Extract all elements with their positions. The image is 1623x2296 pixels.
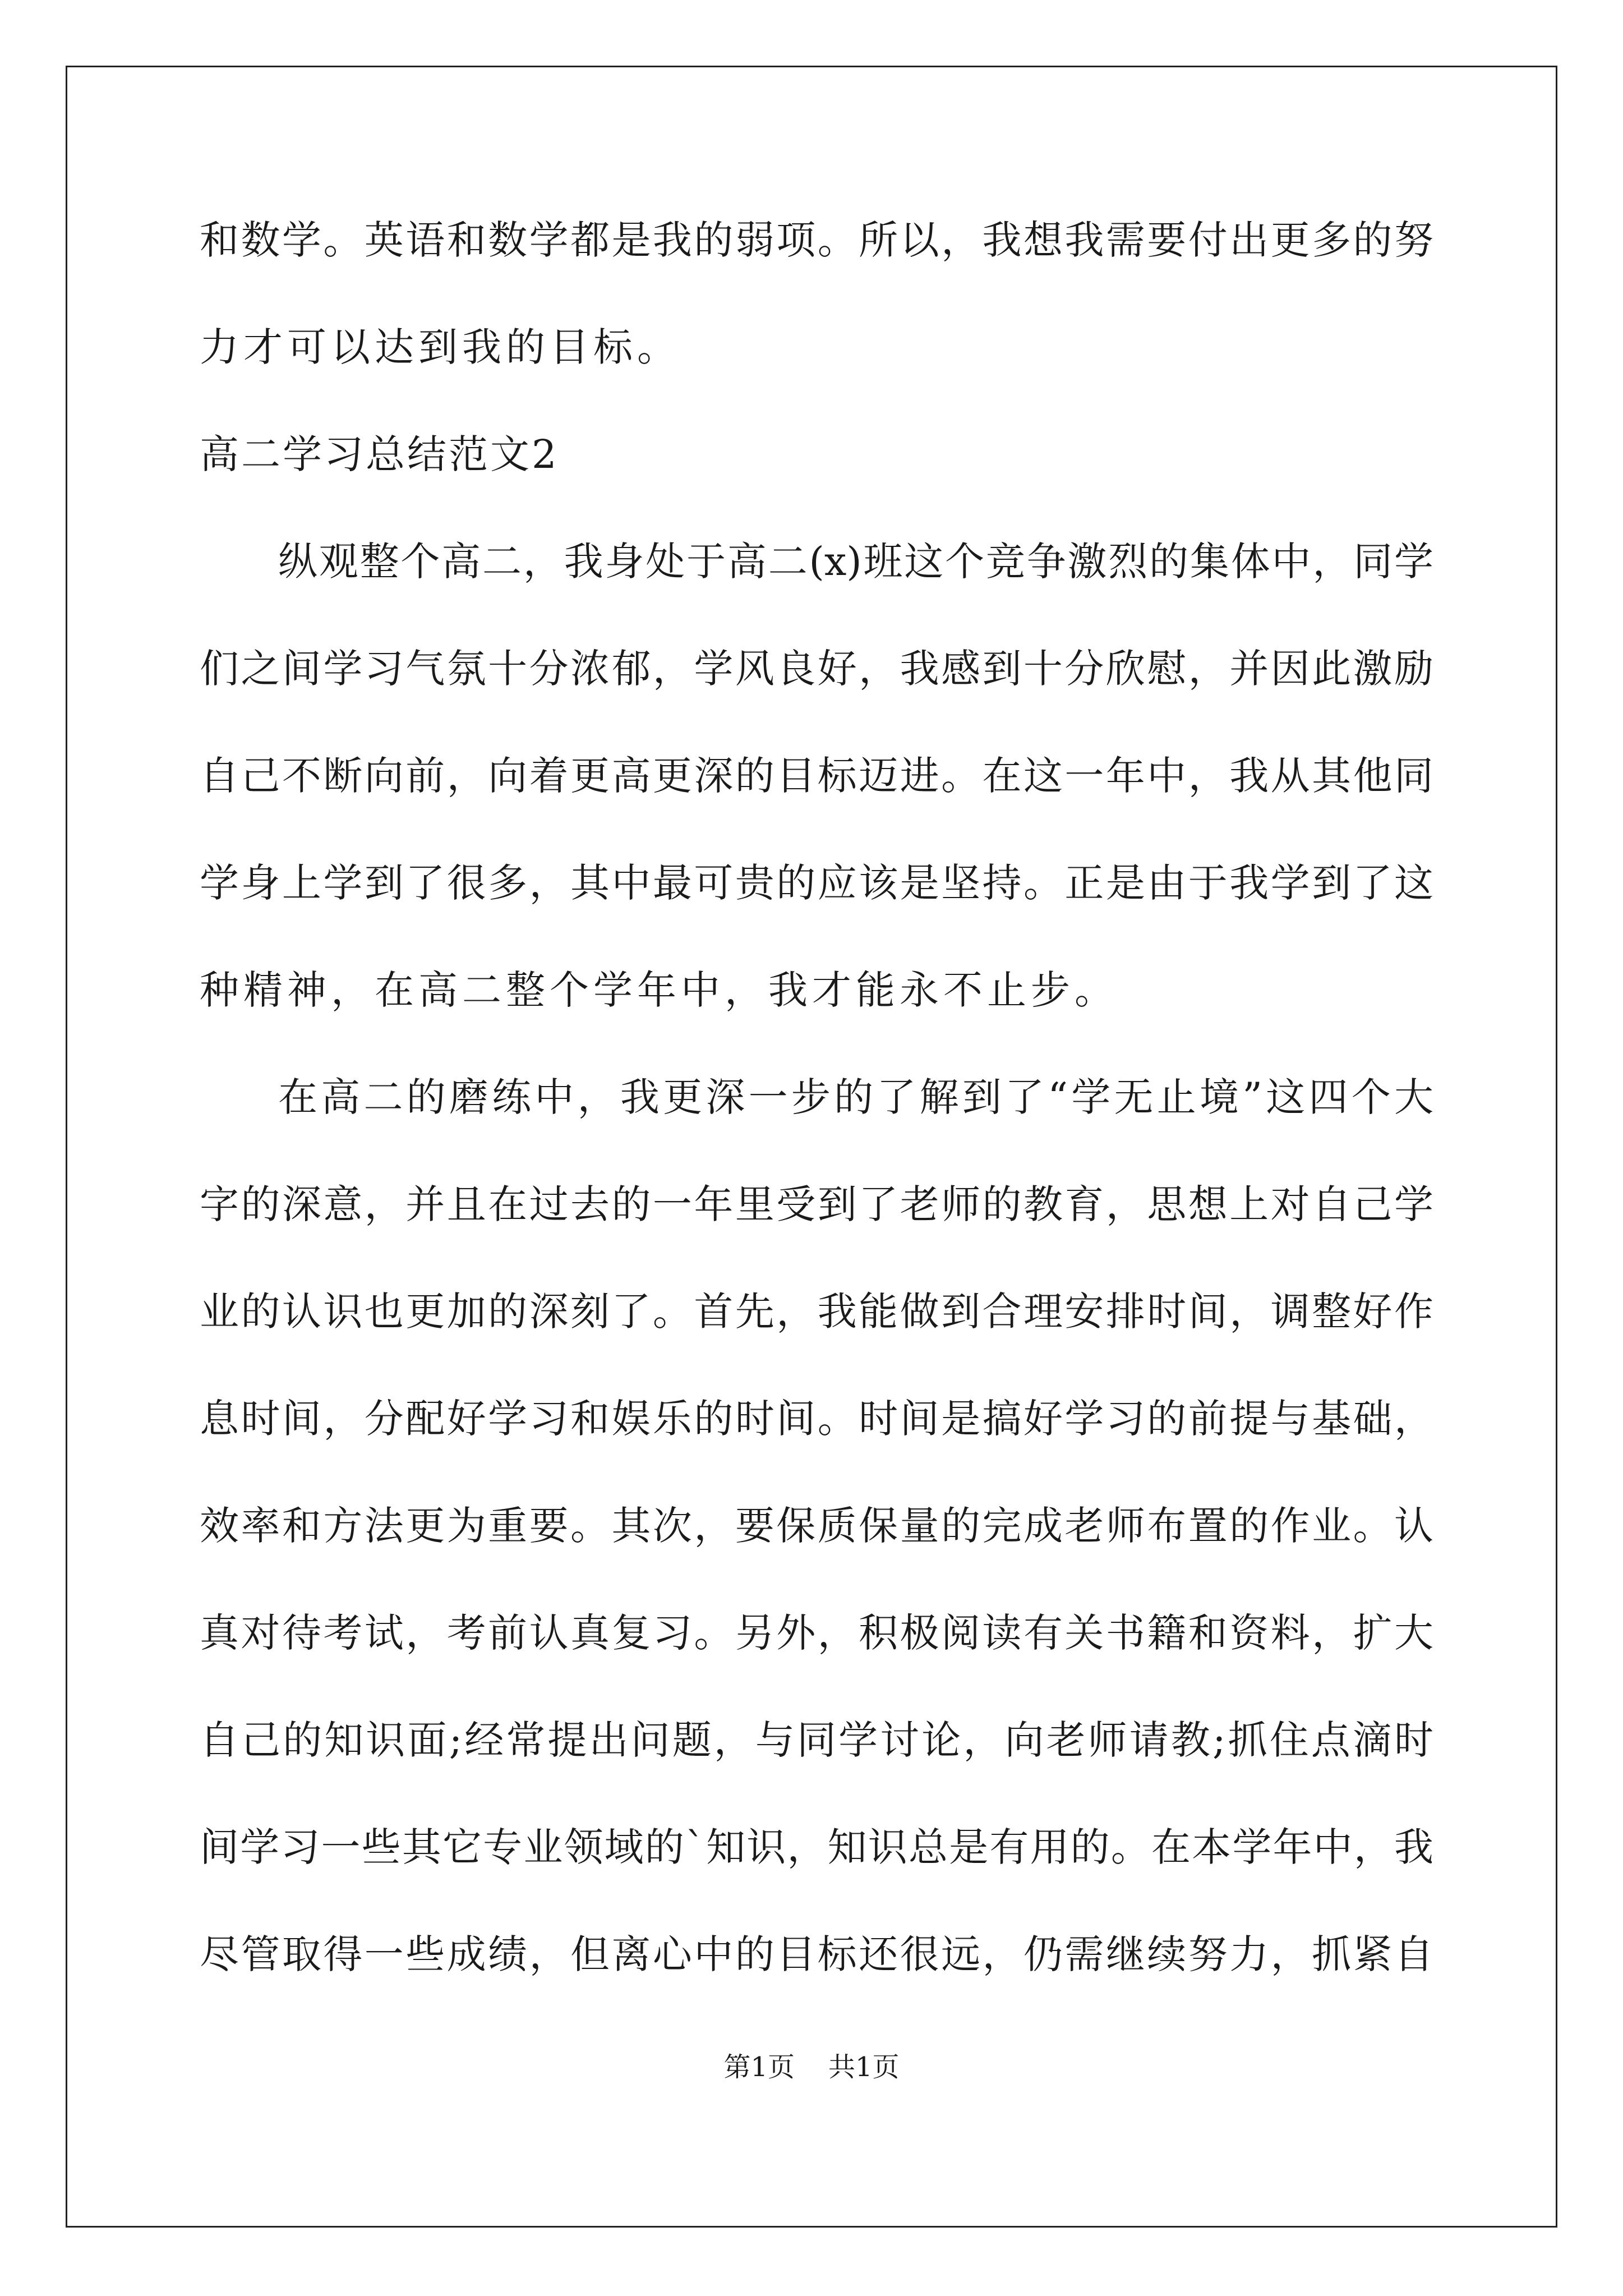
text-line: 尽管取得一些成绩，但离心中的目标还很远，仍需继续努力，抓紧自 [200,1931,1433,1977]
text-line: 种精神，在高二整个学年中，我才能永不止步。 [200,967,1118,1013]
text-line: 息时间，分配好学习和娱乐的时间。时间是搞好学习的前提与基础， [200,1396,1433,1442]
text-line: 在高二的磨练中，我更深一步的了解到了“学无止境”这四个大 [278,1074,1433,1120]
text-line: 自己不断向前，向着更高更深的目标迈进。在这一年中，我从其他同 [200,753,1433,799]
text-line: 们之间学习气氛十分浓郁，学风良好，我感到十分欣慰，并因此激励 [200,646,1433,692]
page-footer [0,2050,1623,2084]
text-line: 字的深意，并且在过去的一年里受到了老师的教育，思想上对自己学 [200,1181,1433,1227]
page-total: 共1页 [828,2051,900,2083]
page-number: 第1页 [723,2051,795,2083]
text-line: 力才可以达到我的目标。 [200,324,681,370]
text-line: 纵观整个高二，我身处于高二(x)班这个竞争激烈的集体中，同学 [278,539,1433,585]
text-line: 业的认识也更加的深刻了。首先，我能做到合理安排时间，调整好作 [200,1289,1433,1335]
text-line: 效率和方法更为重要。其次，要保质保量的完成老师布置的作业。认 [200,1503,1433,1549]
text-line: 和数学。英语和数学都是我的弱项。所以，我想我需要付出更多的努 [200,217,1433,263]
text-line: 自己的知识面;经常提出问题，与同学讨论，向老师请教;抓住点滴时 [200,1717,1433,1763]
text-line: 学身上学到了很多，其中最可贵的应该是坚持。正是由于我学到了这 [200,860,1433,906]
text-line: 间学习一些其它专业领域的`知识，知识总是有用的。在本学年中，我 [200,1824,1433,1870]
document-body [200,206,1433,2028]
section-heading: 高二学习总结范文2 [200,431,559,477]
text-line: 真对待考试，考前认真复习。另外，积极阅读有关书籍和资料，扩大 [200,1610,1433,1656]
